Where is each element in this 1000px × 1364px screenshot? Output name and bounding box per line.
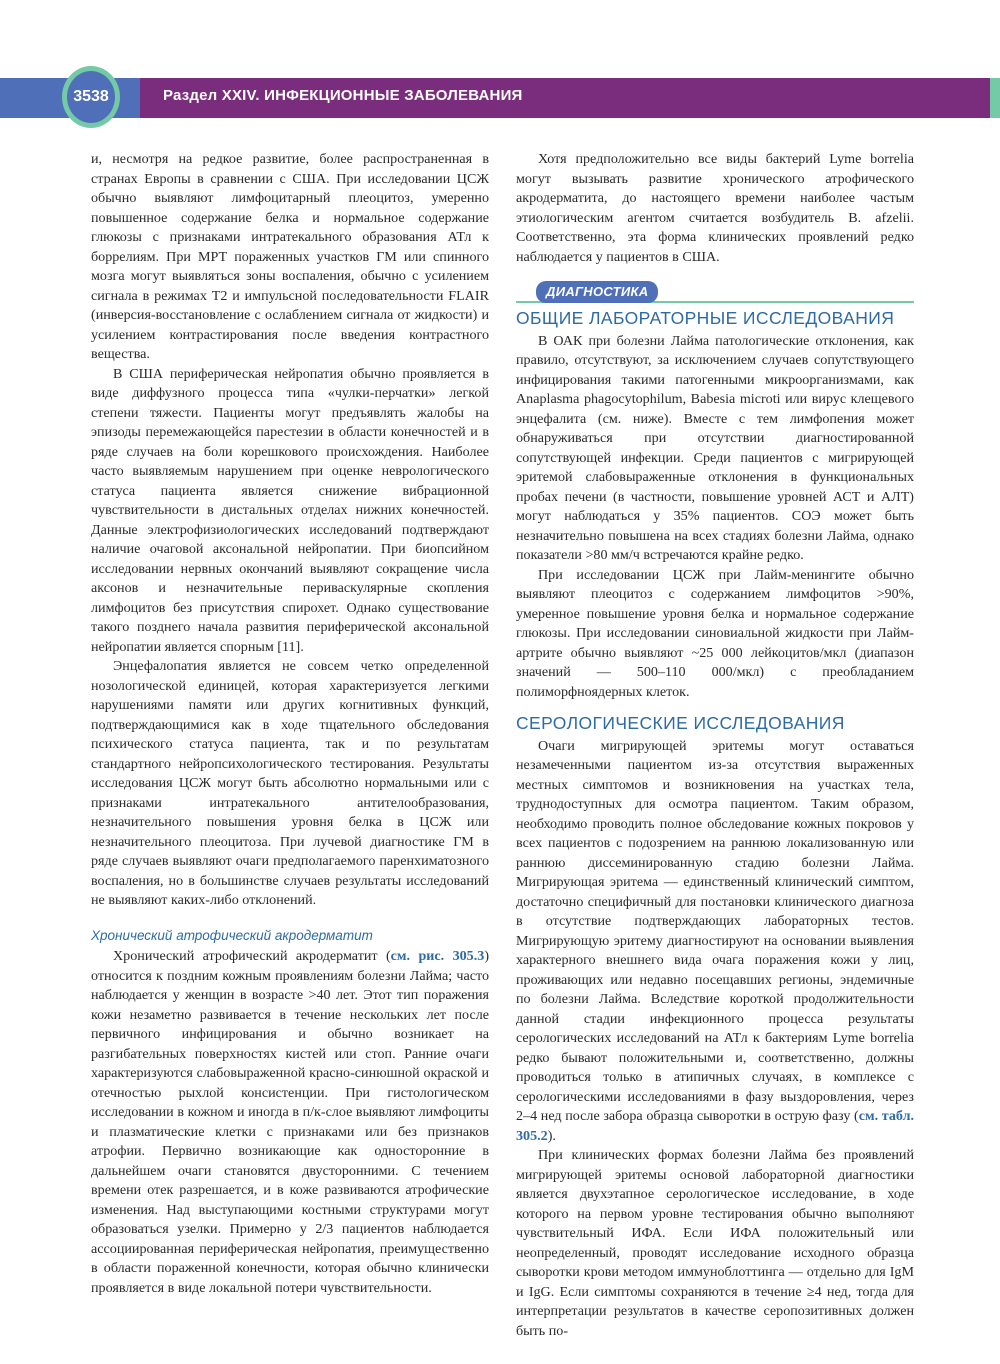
right-paragraph-3: При исследовании ЦСЖ при Лайм-менингите обычно выявляют плеоцитоз с содержанием лимфоцитов >90%, умеренное повышение уровня белка и нормальное содержание глюкозы. При исследовании синовиальной жидкости при Лайм-артрите обычно выявляют ~25 000 лейкоцитов/мкл (диапазон значений — 500–110 000/мкл) с преобладанием полиморфноядерных клеток. (516, 566, 914, 700)
heading-serological-tests: СЕРОЛОГИЧЕСКИЕ ИССЛЕДОВАНИЯ (516, 713, 845, 733)
figure-reference-link[interactable]: см. рис. 305.3 (390, 948, 485, 964)
right-column (516, 150, 914, 1341)
section-title: Раздел XXIV. ИНФЕКЦИОННЫЕ ЗАБОЛЕВАНИЯ (163, 87, 523, 104)
right-paragraph-4 (516, 737, 914, 1147)
right-paragraph-5: При клинических формах болезни Лайма без проявлений мигрирующей эритемы основой лабораторной диагностики является двухэтапное серологическое исследование, в ходе которого на первом уровне тестирования обычно выполняют чувствительный ИФА. Если ИФА положительный или неопределенный, проводят исследование исходного образца сыворотки крови методом иммуноблоттинга — отдельно для IgM и IgG. Если симптомы сохраняются в течение ≥4 нед, тогда для интерпретации результатов в качестве серопозитивных должен быть по- (516, 1147, 914, 1339)
left-paragraph-4-start: Хронический атрофический акродерматит ( (113, 948, 391, 964)
left-paragraph-4-rest: ) относится к поздним кожным проявлениям болезни Лайма; часто наблюдается у женщин в возрасте >40 лет. Этот тип поражения кожи незаметно развивается в течение нескольких лет после первичного инфицирования и обычно возникает на разгибательных поверхностях кистей или стоп. Ранние очаги характеризуются слабовыраженной красно-синюшной окраской и отечностью рыхлой консистенции. При гистологическом исследовании в кожном и иногда в п/к-слое выявляют лимфоциты и плазматические клетки с признаками или без признаков атрофии. Первично возникающие как односторонние в дальнейшем очаги становятся двусторонними. С течением времени отек разрешается, и в коже развиваются атрофические изменения. Над выступающими костными структурами могут образоваться узелки. Примерно у 2/3 пациентов наблюдается ассоциированная периферическая нейропатия, преимущественно в области пораженной конечности, которая обычно клинически проявляется в виде локальной потери чувствительности. (91, 948, 490, 1296)
right-paragraph-4-end: ). (547, 1127, 556, 1144)
left-paragraph-4 (91, 947, 489, 1298)
subheading-acrodermatitis: Хронический атрофический акродерматит (91, 927, 373, 943)
header-green-cap (990, 78, 1000, 118)
left-paragraph-1: и, несмотря на редкое развитие, более распространенная в странах Европы в сравнении с США. При исследовании ЦСЖ обычно выявляют лимфоцитарный плеоцитоз, умеренно повышенное содержание белка и нормальное содержание глюкозы с признаками интратекального образования АТл к боррелиям. При МРТ пораженных участков ГМ или спинного мозга могут выявляться зоны воспаления, обычно с усилением сигнала в режимах T2 и импульсной последовательности FLAIR (инверсия-восстановление с ослаблением сигнала от жидкости) и усилением контрастирования после введения контрастного вещества. (91, 151, 489, 362)
table-reference-link[interactable]: см. табл. 305.2 (516, 1108, 915, 1144)
diagnostics-section-marker (516, 277, 914, 305)
left-paragraph-2: В США периферическая нейропатия обычно проявляется в виде диффузного процесса типа «чулки-перчатки» легкой степени тяжести. Пациенты могут предъявлять жалобы на эпизоды перемежающейся парестезии в области конечностей и в ряде случаев на боли корешкового происхождения. Наиболее часто выявляемым нарушением при оценке неврологического статуса пациента является снижение вибрационной чувствительности в дистальных отделах нижних конечностей. Данные электрофизиологических исследований подтверждают наличие очаговой аксональной нейропатии. При биопсийном исследовании нервных окончаний выявляют сокращение числа аксонов и незначительные периваскулярные скопления лимфоцитов без присутствия спирохет. Однако существование такого позднего начала развития периферической аксональной нейропатии является спорным [11]. (91, 365, 489, 655)
right-paragraph-1: Хотя предположительно все виды бактерий Lyme borrelia могут вызывать развитие хронического атрофического акродерматита, до настоящего времени наиболее частым этиологическим агентом считается возбудитель B. afzelii. Соответственно, эта форма клинических проявлений редко наблюдается у пациентов в США. (516, 151, 914, 265)
diagnostics-badge: ДИАГНОСТИКА (536, 281, 658, 303)
right-paragraph-2: В ОАК при болезни Лайма патологические отклонения, как правило, отсутствуют, за исключением случаев сопутствующего инфицирования такими патогенными микроорганизмами, как Anaplasma phagocytophilum, Babesia microti или вирус клещевого энцефалита (см. ниже). Вместе с тем лимфопения может обнаруживаться при отсутствии диагностированной сопутствующей инфекции. Среди пациентов с мигрирующей эритемой слабовыраженные отклонения в функциональных пробах печени (в частности, повышение уровней АСТ и АЛТ) могут наблюдаться у 35% пациентов. СОЭ может быть незначительно повышена на всех стадиях болезни Лайма, однако показатели >80 мм/ч встречаются крайне редко. (516, 332, 914, 563)
left-column (91, 150, 489, 1298)
page-number-badge (62, 66, 120, 128)
page-number: 3538 (73, 88, 109, 105)
left-paragraph-3: Энцефалопатия является не совсем четко определенной нозологической единицей, которая характеризуется легкими нарушениями памяти или других когнитивных функций, подтверждающимися как в ходе тщательного обследования психического статуса пациента, так и по результатам стандартного нейропсихологического тестирования. Результаты исследования ЦСЖ могут быть абсолютно нормальными или с признаками интратекального антителообразования, незначительного повышения уровня белка в ЦСЖ или незначительного плеоцитоза. При лучевой диагностике ГМ в ряде случаев выявляют очаги предполагаемого паренхиматозного воспаления, но в большинстве случаев результаты исследований не выявляют каких-либо отклонений. (91, 658, 489, 908)
heading-general-lab-tests: ОБЩИЕ ЛАБОРАТОРНЫЕ ИССЛЕДОВАНИЯ (516, 308, 895, 328)
right-paragraph-4-start: Очаги мигрирующей эритемы могут оставаться незамеченными пациентом из-за отсутствия выраженных местных симптомов и возникновения на участках тела, труднодоступных для осмотра пациентом. Таким образом, необходимо проводить полное обследование кожных покровов у всех пациентов с подозрением на раннюю локализованную или раннюю диссеминированную стадию болезни Лайма. Мигрирующая эритема — единственный клинический симптом, достаточно специфичный для постановки клинического диагноза в отсутствие подтверждающих лабораторных тестов. Мигрирующую эритему диагностируют на основании выявления характерного внешнего вида очага поражения кожи у лиц, проживающих или недавно посещавших регионы, эндемичные по болезни Лайма. Вследствие короткой продолжительности данной стадии инфекционного процесса результаты серологических исследований на АТл к бактериям Lyme borrelia редко бывают положительными и, соответственно, должны проводиться только в атипичных случаях, в комплексе с серологическими исследованиями в фазу выздоровления, через 2–4 нед после забора образца сыворотки в острую фазу ( (516, 737, 914, 1124)
page-header (0, 78, 1000, 118)
